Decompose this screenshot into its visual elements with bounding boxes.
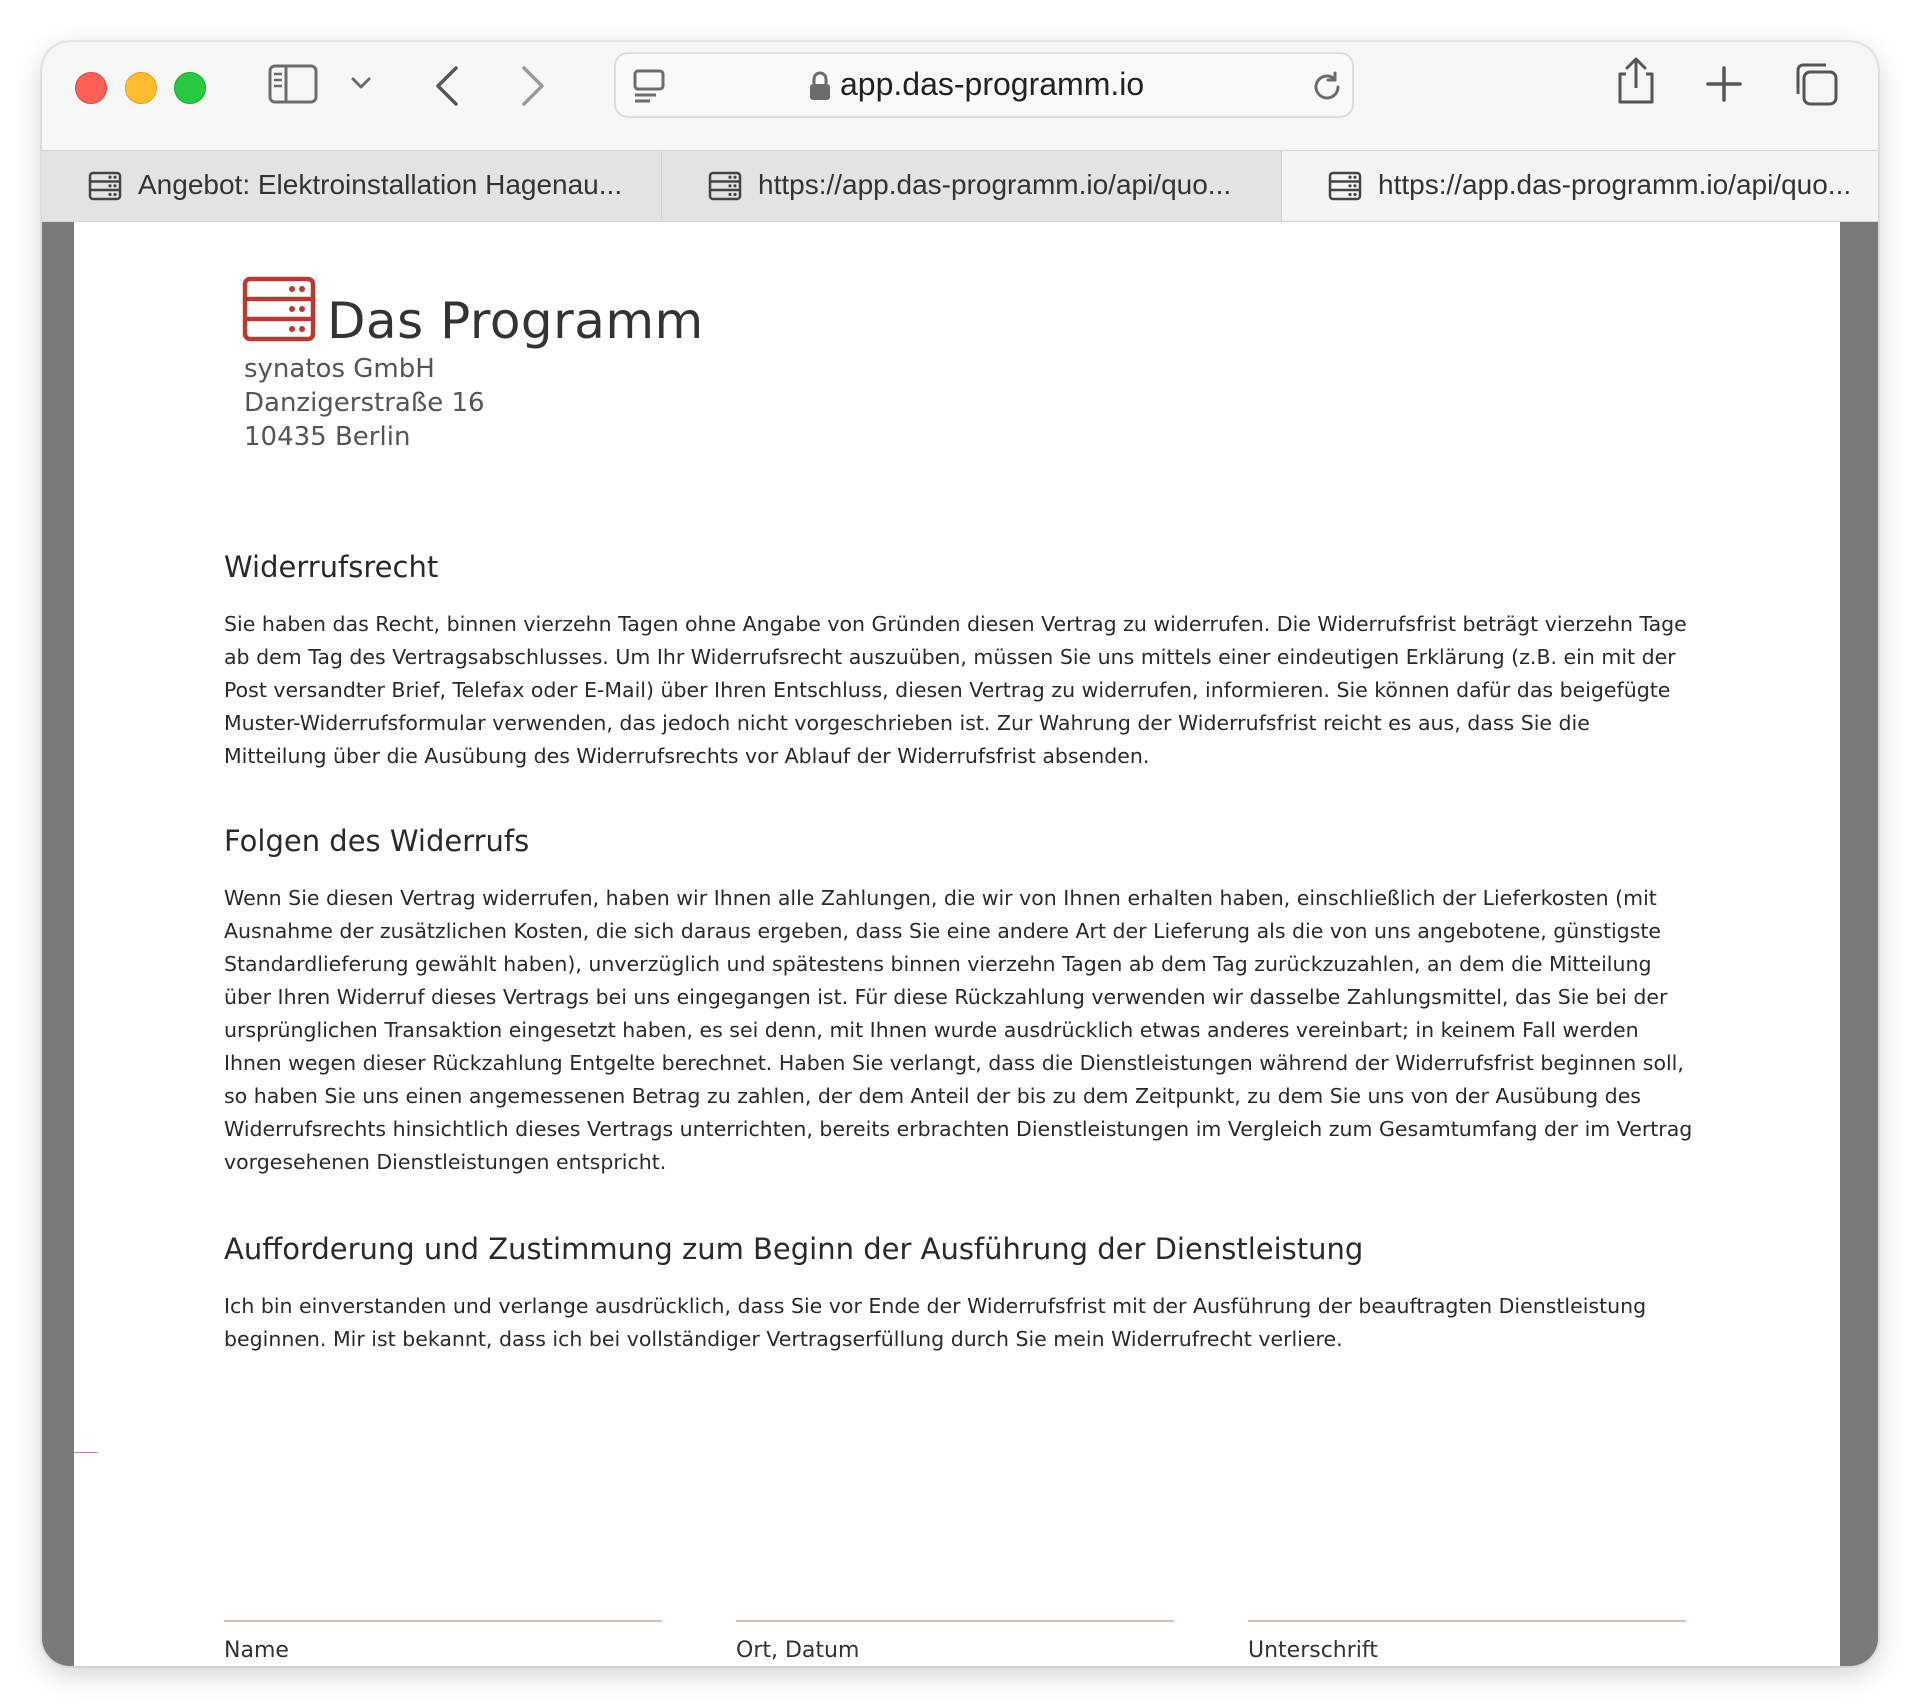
company-street: Danzigerstraße 16 xyxy=(244,388,485,418)
signature-label-name: Name xyxy=(224,1638,289,1663)
reload-icon[interactable] xyxy=(1310,70,1344,104)
lock-icon xyxy=(808,70,832,102)
tab-3[interactable] xyxy=(1282,151,1878,221)
margin-marker xyxy=(74,1452,98,1453)
chevron-down-icon[interactable] xyxy=(350,76,372,92)
minimize-window-button[interactable] xyxy=(125,72,157,104)
brand-name: Das Programm xyxy=(327,292,704,350)
signature-label-place-date: Ort, Datum xyxy=(736,1638,860,1663)
zoom-window-button[interactable] xyxy=(174,72,206,104)
company-name: synatos GmbH xyxy=(244,354,435,384)
tab-overview-icon[interactable] xyxy=(1792,60,1840,108)
signature-line-signature xyxy=(1248,1620,1686,1622)
tab-label: https://app.das-programm.io/api/quo... xyxy=(758,169,1232,200)
tab-label: https://app.das-programm.io/api/quo... xyxy=(1378,169,1852,200)
server-rack-icon xyxy=(708,171,742,201)
tab-label: Angebot: Elektroinstallation Hagenau... xyxy=(138,169,623,200)
address-bar[interactable] xyxy=(614,52,1354,118)
close-window-button[interactable] xyxy=(75,72,107,104)
document-page xyxy=(74,222,1840,1666)
section-text-widerrufsrecht: Sie haben das Recht, binnen vierzehn Tagen ohne Angabe von Gründen diesen Vertrag zu widerrufen. Die Widerrufsfrist beträgt vierzehn Tage ab dem Tag des Vertragsabschlusses. Um Ihr Widerrufsrecht auszuüben, müssen Sie uns mittels einer eindeutigen Erklärung (z.B. ein mit der Post versandter Brief, Telefax oder E-Mail) über Ihren Entschluss, diesen Vertrag zu widerrufen, informieren. Sie können dafür das beigefügte Muster-Widerrufsformular verwenden, das jedoch nicht vorgeschrieben ist. Zur Wahrung der Widerrufsfrist reicht es aus, dass Sie die Mitteilung über die Ausübung des Widerrufsrechts vor Ablauf der Widerrufsfrist absenden. xyxy=(224,612,1687,768)
signature-line-place-date xyxy=(736,1620,1174,1622)
section-text-folgen: Wenn Sie diesen Vertrag widerrufen, haben wir Ihnen alle Zahlungen, die wir von Ihnen erhalten haben, einschließlich der Lieferkosten (mit Ausnahme der zusätzlichen Kosten, die sich daraus ergeben, dass Sie eine andere Art der Lieferung als die von uns angebotene, günstigste Standardlieferung gewählt haben), unverzüglich und spätestens binnen vierzehn Tagen ab dem Tag zurückzuzahlen, an dem die Mitteilung über Ihren Widerruf dieses Vertrags bei uns eingegangen ist. Für diese Rückzahlung verwenden wir dasselbe Zahlungsmittel, das Sie bei der ursprünglichen Transaktion eingesetzt haben, es sei denn, mit Ihnen wurde ausdrücklich etwas anderes vereinbart; in keinem Fall werden Ihnen wegen dieser Rückzahlung Entgelte berechnet. Haben Sie verlangt, dass die Dienstleistungen während der Widerrufsfrist beginnen soll, so haben Sie uns einen angemessenen Betrag zu zahlen, der dem Anteil der bis zu dem Zeitpunkt, zu dem Sie uns von der Ausübung des Widerrufsrechts hinsichtlich dieses Vertrags unterrichten, bereits erbrachten Dienstleistungen im Vergleich zum Gesamtumfang der im Vertrag vorgesehenen Dienstleistungen entspricht. xyxy=(224,886,1693,1174)
signature-label-signature: Unterschrift xyxy=(1248,1638,1378,1663)
company-city: 10435 Berlin xyxy=(244,422,411,452)
back-icon[interactable] xyxy=(432,64,462,108)
tab-1[interactable] xyxy=(42,151,662,221)
page-menu-icon[interactable] xyxy=(632,68,668,104)
address-url[interactable]: app.das-programm.io xyxy=(840,66,1145,102)
section-text-zustimmung: Ich bin einverstanden und verlange ausdrücklich, dass Sie vor Ende der Widerrufsfrist mit der Ausführung der beauftragten Dienstleistung beginnen. Mir ist bekannt, dass ich bei vollständiger Vertragserfüllung durch Sie mein Widerrufrecht verliere. xyxy=(224,1294,1647,1351)
tab-bar xyxy=(42,150,1878,222)
server-rack-icon xyxy=(1328,171,1362,201)
sidebar-toggle-icon[interactable] xyxy=(268,64,318,104)
server-rack-icon xyxy=(242,276,316,342)
browser-toolbar xyxy=(42,42,1878,150)
signature-line-name xyxy=(224,1620,662,1622)
new-tab-icon[interactable] xyxy=(1704,64,1744,104)
section-title-widerrufsrecht: Widerrufsrecht xyxy=(224,550,439,584)
forward-icon[interactable] xyxy=(518,64,548,108)
browser-window xyxy=(42,42,1878,1666)
section-title-zustimmung: Aufforderung und Zustimmung zum Beginn der Ausführung der Dienstleistung xyxy=(224,1232,1364,1266)
tab-2[interactable] xyxy=(662,151,1282,221)
section-title-folgen: Folgen des Widerrufs xyxy=(224,824,530,858)
share-icon[interactable] xyxy=(1614,56,1658,106)
server-rack-icon xyxy=(88,171,122,201)
